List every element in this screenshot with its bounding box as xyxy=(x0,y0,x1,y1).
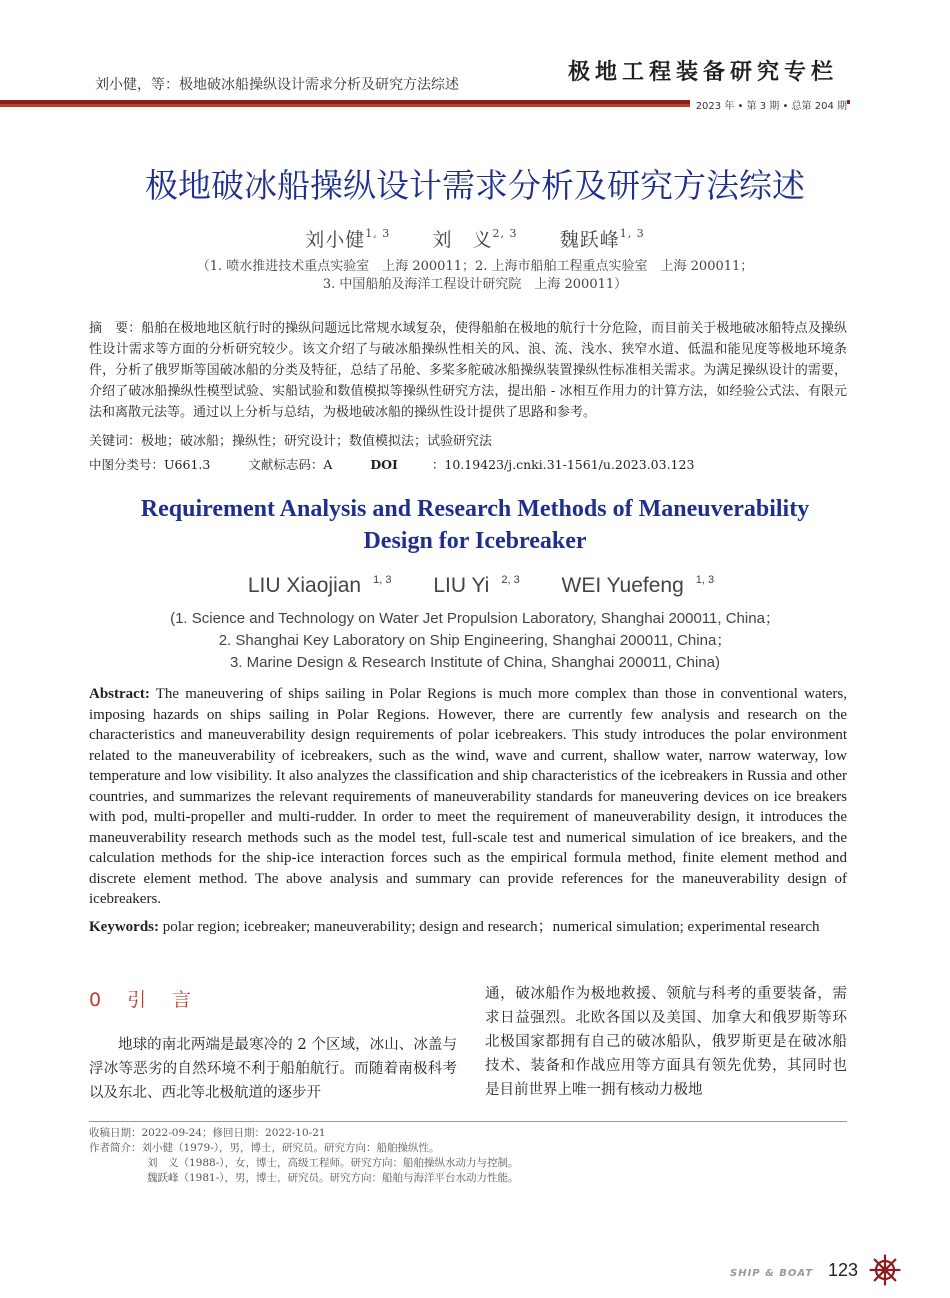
authors-en xyxy=(0,574,950,598)
keywords-en-label: Keywords: xyxy=(89,919,159,935)
body-text-right: 通，破冰船作为极地救援、领航与科考的重要装备，需求日益强烈。北欧各国以及美国、加拿大和俄罗斯等环北极国家都拥有自己的破冰船队，俄罗斯更是在破冰船技术、装备和作战应用等方面具有领先优势，其同时也是目前世界上唯一拥有核动力极地 xyxy=(485,986,847,1098)
keywords-en-text: polar region; icebreaker; maneuverability; design and research；numerical simulation; experimental research xyxy=(159,919,820,935)
footnotes xyxy=(89,1126,519,1186)
affiliation-line: （1. 喷水推进技术重点实验室 上海 200011；2. 上海市船舶工程重点实验室 上海 200011； xyxy=(196,259,754,274)
abstract-en-text: The maneuvering of ships sailing in Polar Regions is much more complex than those in conventional waters, imposing hazards on ships sailing in Polar Regions. However, there are currently few analysis and research on the characteristics and maneuverability design requirements of polar icebreakers. This study introduces the polar environment related to the maneuverability of icebreakers, such as the wind, wave and current, shallow water, narrow waterway, low temperature and low visibility. It also analyzes the classification and ship characteristics of the icebreakers in Russia and other countries, and summarizes the relevant requirements of maneuverability standards for maneuvering devices on ice breakers with pod, multi-propeller and multi-rudder. In order to meet the requirement of maneuverability design, it introduces the maneuverability research methods such as the model test, full-scale test and numerical simulation of ice breakers, and the calculation methods for the ship-ice interaction forces such as the empirical formula method, finite element method and discrete element method. The above analysis and summary can provide references for the maneuverability design of icebreakers. xyxy=(89,686,847,907)
received-dates: 收稿日期：2022-09-24；修回日期：2022-10-21 xyxy=(89,1127,326,1139)
abstract-en-label: Abstract: xyxy=(89,686,150,702)
paper-title-en xyxy=(0,493,950,557)
author-bio: 魏跃峰（1981-），男，博士，研究员。研究方向：船舶与海洋平台水动力性能。 xyxy=(147,1172,519,1184)
author-cn: 刘小健$^{1, 3}$ xyxy=(305,227,391,251)
affiliations-en xyxy=(0,608,950,674)
affiliations-cn xyxy=(0,258,950,294)
keywords-cn-label: 关键词： xyxy=(89,434,142,449)
header-rule-accent xyxy=(0,104,700,107)
author-bio: 作者简介：刘小健（1979-），男，博士，研究员。研究方向：船舶操纵性。 xyxy=(89,1142,440,1154)
author-en: LIU Yi $^{2, 3}$ xyxy=(433,574,520,597)
affiliation-line: (1. Science and Technology on Water Jet Propulsion Laboratory, Shanghai 200011, China； xyxy=(170,610,780,627)
affiliation-line: 3. Marine Design & Research Institute of China, Shanghai 200011, China) xyxy=(229,654,720,671)
keywords-cn xyxy=(89,430,847,449)
author-bio: 刘 义（1988-），女，博士，高级工程师。研究方向：船舶操纵水动力与控制。 xyxy=(147,1157,519,1169)
page-number: 123 xyxy=(828,1260,859,1280)
abstract-cn-label: 摘 要： xyxy=(89,321,142,336)
abstract-cn-text: 船舶在极地地区航行时的操纵问题远比常规水域复杂，使得船舶在极地的航行十分危险，而目前关于极地破冰船特点及操纵性设计需求等方面的分析研究较少。该文介绍了与破冰船操纵性相关的风、浪、流、浅水、狭窄水道、低温和能见度等极地环境条件，分析了俄罗斯等国破冰船的分类及特征，总结了吊舱、多桨多舵破冰船操纵装置操纵性标准相关需求。为满足操纵设计的需要，介绍了破冰船操纵性模型试验、实船试验和数值模拟等操纵性研究方法，提出船 - 冰相互作用力的计算方法，如经验公式法、有限元法和离散元法等。通过以上分析与总结，为极地破冰船的操纵性设计提供了思路和参考。 xyxy=(89,321,847,420)
doi: DOI ：10.19423/j.cnki.31-1561/u.2023.03.123 xyxy=(370,457,695,472)
ship-wheel-icon xyxy=(869,1254,901,1286)
abstract-en xyxy=(89,684,847,910)
author-en: WEI Yuefeng $^{1, 3}$ xyxy=(561,574,715,597)
clc-number: 中图分类号：U661.3 xyxy=(89,457,211,472)
keywords-en xyxy=(89,916,847,938)
section-heading: 0 引 言 xyxy=(89,989,202,1011)
classification-line xyxy=(89,455,728,473)
paper-title-cn: 极地破冰船操纵设计需求分析及研究方法综述 xyxy=(145,166,805,205)
affiliation-line: 3. 中国船舶及海洋工程设计研究院 上海 200011） xyxy=(322,277,628,292)
author-en: LIU Xiaojian $^{1, 3}$ xyxy=(247,574,392,597)
abstract-cn xyxy=(89,318,847,423)
document-code: 文献标志码：A xyxy=(248,457,333,472)
keywords-cn-text: 极地；破冰船；操纵性；研究设计；数值模拟法；试验研究法 xyxy=(141,434,493,449)
title-en-line: Design for Icebreaker xyxy=(363,528,587,554)
column-title: 极地工程装备研究专栏 xyxy=(568,60,839,85)
running-title: 刘小健，等：极地破冰船操纵设计需求分析及研究方法综述 xyxy=(95,77,459,93)
author-cn: 刘 义$^{2, 3}$ xyxy=(432,227,518,251)
journal-brand: SHIP & BOAT xyxy=(730,1268,814,1279)
author-cn: 魏跃峰$^{1, 3}$ xyxy=(559,227,645,251)
authors-cn xyxy=(0,225,950,252)
footnote-rule xyxy=(89,1121,847,1122)
affiliation-line: 2. Shanghai Key Laboratory on Ship Engineering, Shanghai 200011, China； xyxy=(218,632,732,649)
issue-info: 2023 年 • 第 3 期 • 总第 204 期 xyxy=(690,97,847,112)
body-text-left: 地球的南北两端是最寒冷的 2 个区域，冰山、冰盖与浮冰等恶劣的自然环境不利于船舶航行。而随着南极科考以及东北、西北等北极航道的逐步开 xyxy=(89,1037,457,1101)
title-en-line: Requirement Analysis and Research Methods of Maneuverability xyxy=(140,496,810,522)
